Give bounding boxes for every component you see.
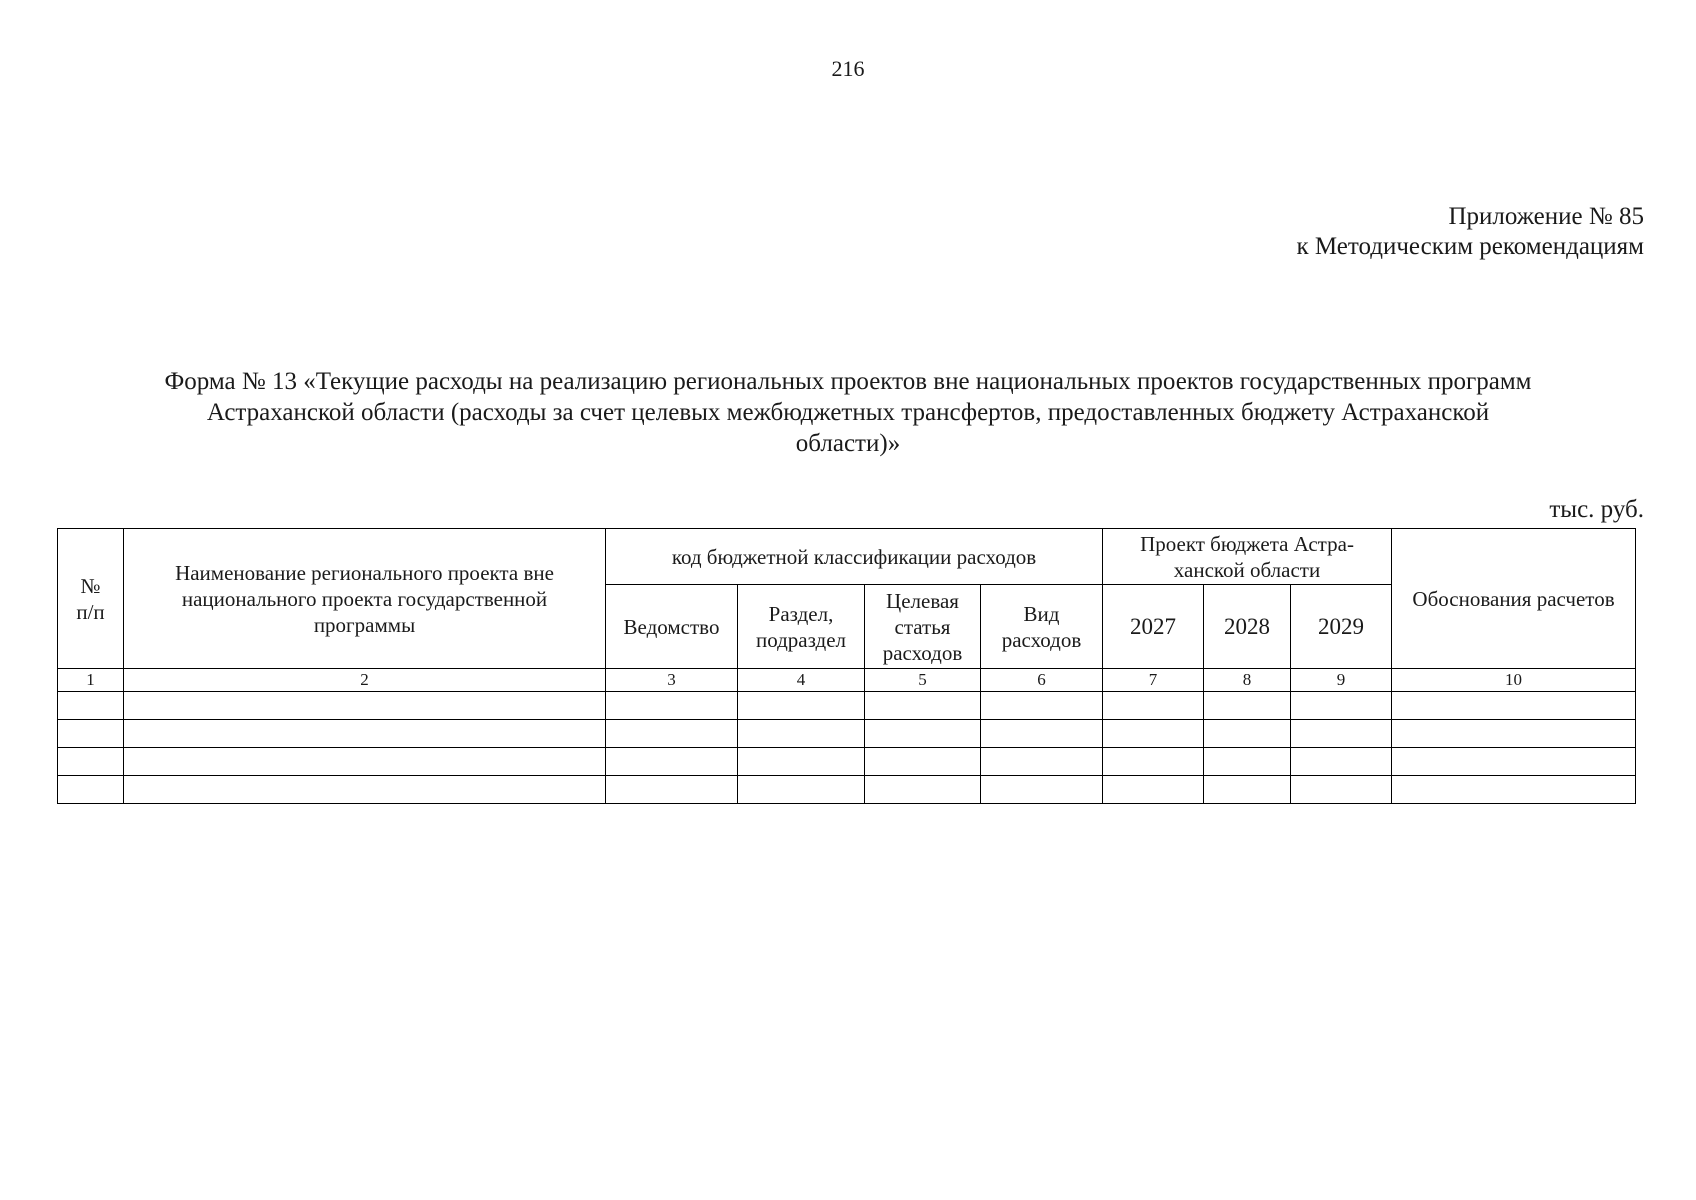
table-cell[interactable] [1392,692,1636,720]
table-cell[interactable] [738,720,865,748]
header-justification: Обоснования расчетов [1392,529,1636,669]
table-row [58,720,1636,748]
table-cell[interactable] [738,748,865,776]
table-cell[interactable] [865,748,981,776]
header-type-line-2: расходов [1001,627,1082,652]
table-cell[interactable] [865,776,981,804]
table-cell[interactable] [865,720,981,748]
column-number-cell: 2 [124,669,606,692]
table-cell[interactable] [1392,776,1636,804]
header-year-2028: 2028 [1204,585,1291,669]
header-project-name-line-3: программы [313,612,416,637]
column-number-cell: 1 [58,669,124,692]
table-cell[interactable] [738,776,865,804]
table-cell[interactable] [58,692,124,720]
column-number-cell: 10 [1392,669,1636,692]
header-target-line-2: статья [894,614,951,639]
table-cell[interactable] [1291,692,1392,720]
table-cell[interactable] [606,692,738,720]
table-cell[interactable] [606,748,738,776]
header-target-article [865,585,981,669]
header-year-2029: 2029 [1291,585,1392,669]
table-cell[interactable] [58,748,124,776]
column-number-cell: 3 [606,669,738,692]
table-cell[interactable] [1204,748,1291,776]
header-type-line-1: Вид [1023,601,1060,626]
appendix-line-2: к Методическим рекомендациям [1296,233,1644,260]
table-cell[interactable] [1103,776,1204,804]
form-title-line-2: Астраханской области (расходы за счет целевых межбюджетных трансфертов, предоставленных бюджету Астраханской [206,399,1490,426]
form-title-line-1: Форма № 13 «Текущие расходы на реализацию региональных проектов вне национальных проектов государственных программ [164,368,1532,395]
column-number-cell: 4 [738,669,865,692]
page-number: 216 [831,56,865,81]
column-numbers-row [58,669,1636,692]
table-cell[interactable] [124,748,606,776]
header-project-name [124,529,606,669]
table-cell[interactable] [58,720,124,748]
table-cell[interactable] [606,720,738,748]
column-number-cell: 9 [1291,669,1392,692]
form-title-line-3: области)» [795,430,901,457]
table-cell[interactable] [606,776,738,804]
header-year-2027: 2027 [1103,585,1204,669]
table-cell[interactable] [865,692,981,720]
header-budget-line-1: Проект бюджета Астра- [1140,531,1354,556]
table-cell[interactable] [981,720,1103,748]
table-cell[interactable] [1291,720,1392,748]
header-project-name-line-1: Наименование регионального проекта вне [175,560,554,585]
column-number-cell: 6 [981,669,1103,692]
form-title [60,366,1636,459]
table-cell[interactable] [738,692,865,720]
header-budget-line-2: ханской области [1173,557,1321,582]
table-cell[interactable] [981,748,1103,776]
header-expense-type [981,585,1103,669]
table-cell[interactable] [1392,720,1636,748]
table-cell[interactable] [1204,692,1291,720]
header-target-line-3: расходов [882,640,963,665]
header-kbk-group: код бюджетной классификации расходов [606,529,1103,585]
table-cell[interactable] [124,692,606,720]
table-row [58,748,1636,776]
table-cell[interactable] [1291,776,1392,804]
header-row-number [58,529,124,669]
table-row [58,692,1636,720]
header-section [738,585,865,669]
table-cell[interactable] [58,776,124,804]
table-row [58,776,1636,804]
expenses-table [57,528,1636,804]
header-row-number-line-1: № [80,573,101,598]
table-cell[interactable] [981,692,1103,720]
header-target-line-1: Целевая [886,588,959,613]
column-number-cell: 8 [1204,669,1291,692]
table-cell[interactable] [1103,748,1204,776]
header-section-line-1: Раздел, [768,601,834,626]
header-section-line-2: подраздел [755,627,847,652]
header-row-number-line-2: п/п [76,599,105,624]
table-cell[interactable] [1291,748,1392,776]
table-cell[interactable] [124,776,606,804]
table-cell[interactable] [1392,748,1636,776]
table-cell[interactable] [981,776,1103,804]
header-project-name-line-2: национального проекта государственной [181,586,548,611]
column-number-cell: 5 [865,669,981,692]
table-cell[interactable] [124,720,606,748]
header-department: Ведомство [606,585,738,669]
header-budget-project [1103,529,1392,585]
table-cell[interactable] [1103,692,1204,720]
table-cell[interactable] [1204,776,1291,804]
table-body [58,669,1636,804]
table-cell[interactable] [1204,720,1291,748]
table-cell[interactable] [1103,720,1204,748]
appendix-note [1296,202,1644,262]
unit-label: тыс. руб. [1549,496,1644,523]
appendix-line-1: Приложение № 85 [1448,203,1644,230]
column-number-cell: 7 [1103,669,1204,692]
